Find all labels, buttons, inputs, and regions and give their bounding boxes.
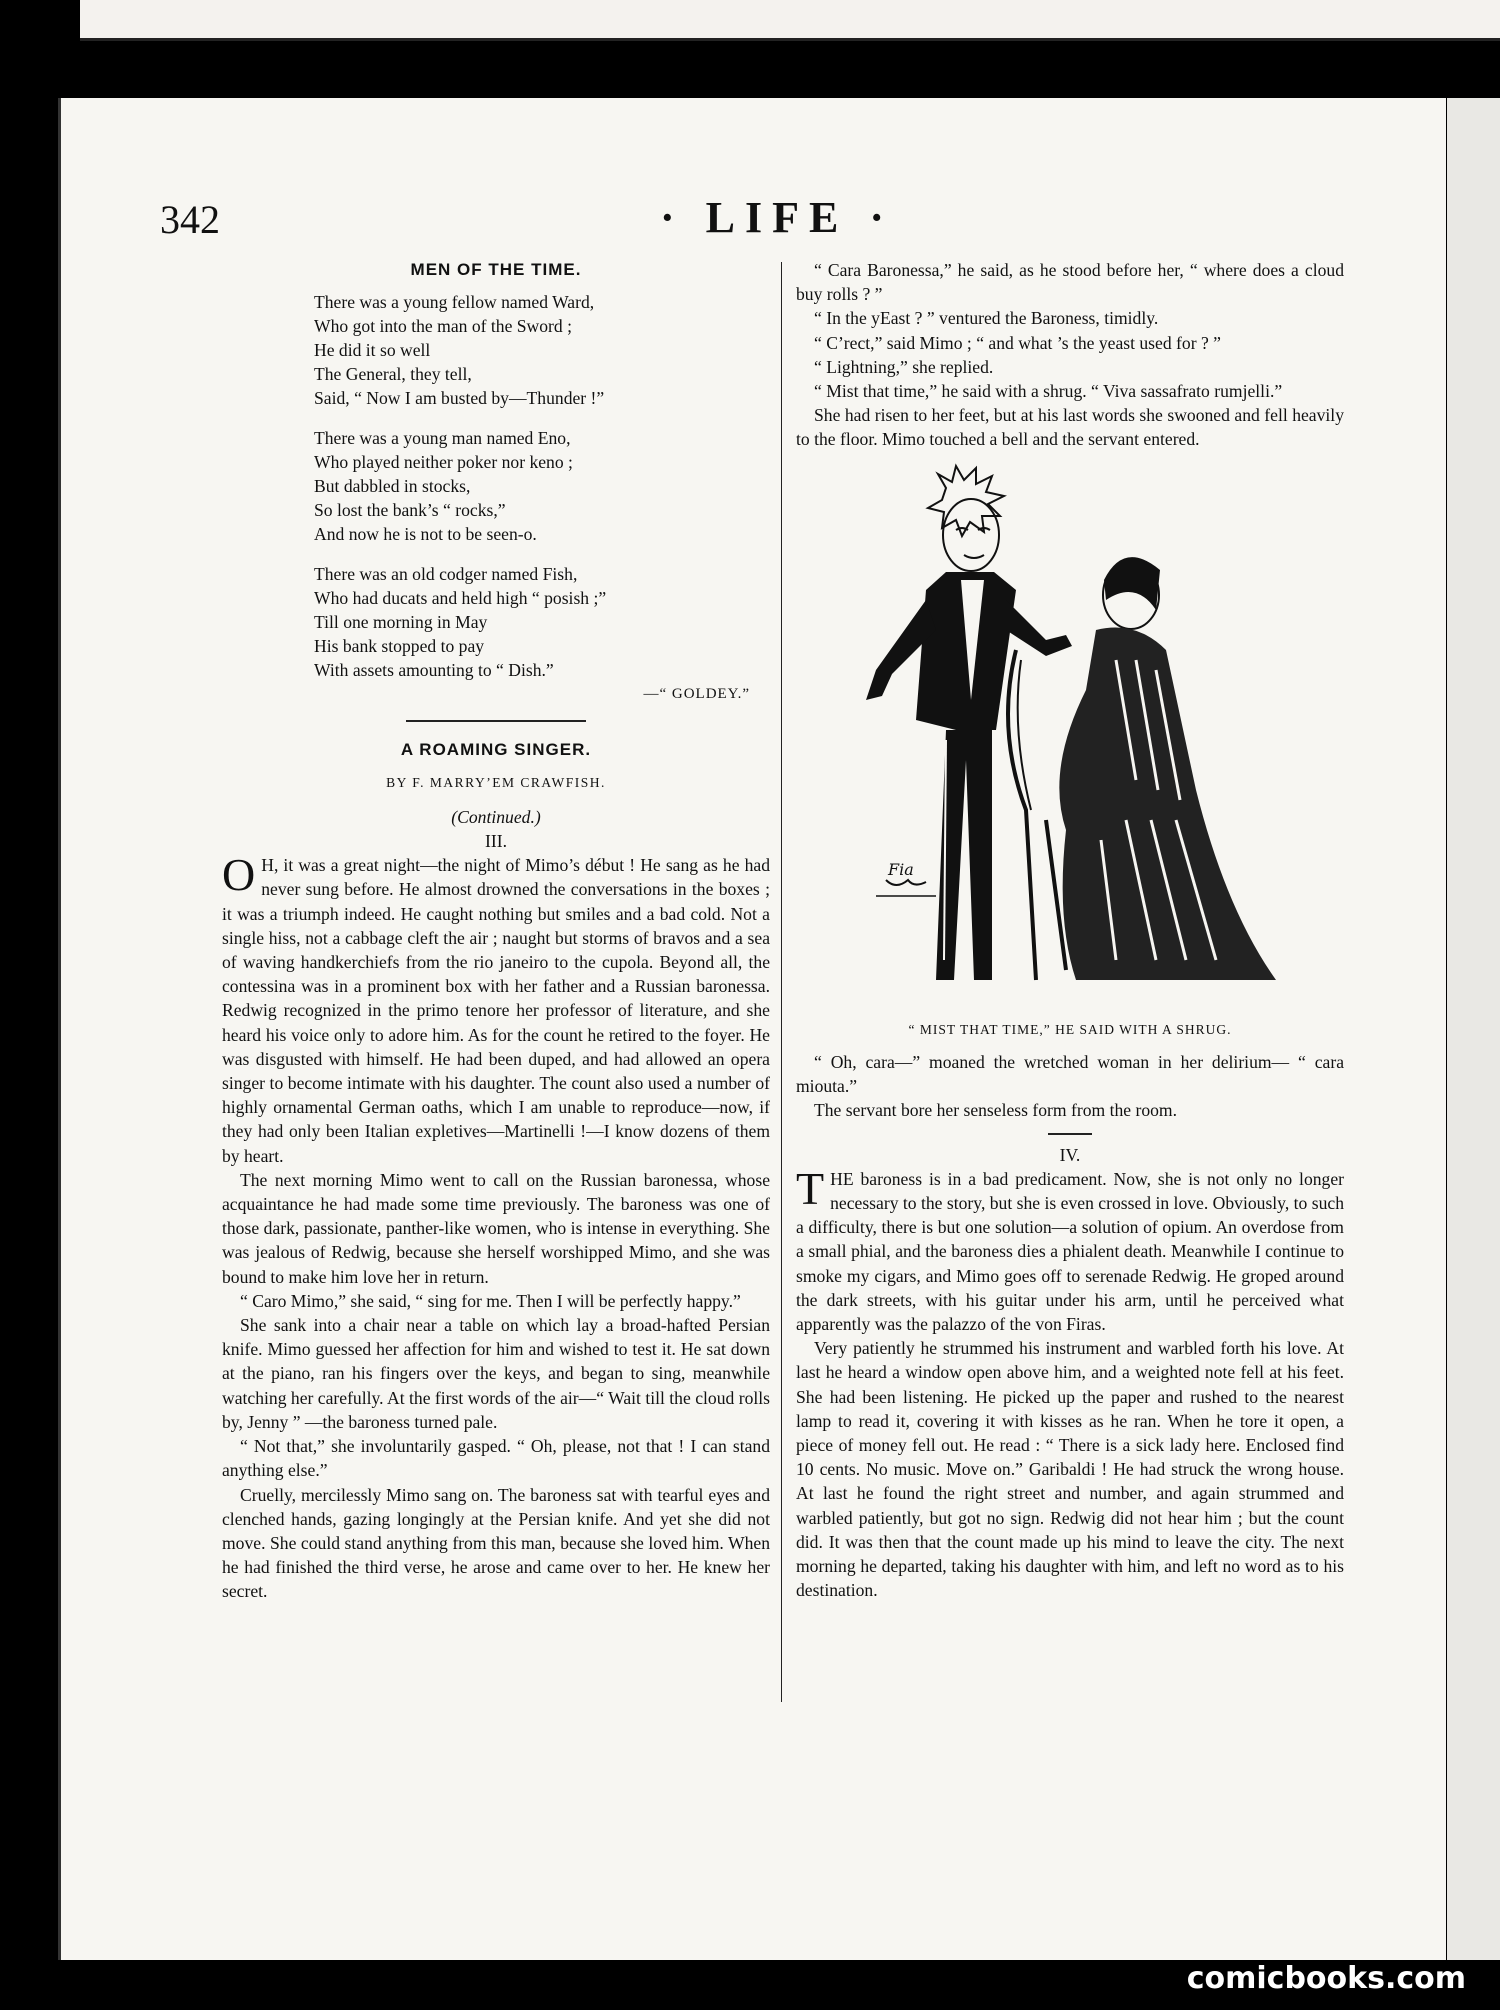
story-paragraph: “ Not that,” she involuntarily gasped. “ Oh, please, not that ! I can stand anything else.”: [222, 1436, 770, 1481]
next-page-edge: [1447, 98, 1500, 1960]
story-paragraph: “ Mist that time,” he said with a shrug. “ Viva sassafrato rumjelli.”: [814, 381, 1283, 402]
poem-line: But dabbled in stocks,: [314, 476, 471, 497]
story-paragraph: “ Caro Mimo,” she said, “ sing for me. Then I will be perfectly happy.”: [240, 1290, 741, 1311]
poem-stanza-1: [314, 290, 770, 410]
story-paragraph: “ Lightning,” she replied.: [814, 356, 994, 377]
poem-line: There was a young man named Eno,: [314, 428, 571, 449]
masthead-title: · LIFE ·: [660, 193, 895, 242]
poem-line: Who played neither poker nor keno ;: [314, 452, 573, 473]
story-paragraph: She sank into a chair near a table on which lay a broad-hafted Persian knife. Mimo guessed her affection for him and wished to test it. He sat down at the piano, ran his fingers over the keys, and began to sing, meanwhile watching her carefully. At the first words of the air—“ Wait till the cloud rolls by, Jenny ” —the baroness turned pale.: [222, 1315, 770, 1432]
site-watermark: comicbooks.com: [1186, 1961, 1466, 1996]
page-number: 342: [160, 197, 220, 242]
previous-page-edge: [80, 0, 1500, 41]
poem-stanza-2: [314, 426, 770, 546]
story-byline: BY F. MARRY’EM CRAWFISH.: [386, 774, 606, 790]
story-paragraph: Cruelly, mercilessly Mimo sang on. The baroness sat with tearful eyes and clenched hands, gazing longingly at the Persian knife. And yet she did not move. She could stand anything from this man, because she loved him. When he had finished the third verse, he arose and came over to her. He knew her secret.: [222, 1484, 770, 1602]
story-paragraph: Very patiently he strummed his instrument and warbled forth his love. At last he heard a window open above him, and a weighted note fell at his feet. She had been listening. He picked up the paper and rushed to the nearest lamp to read it, covering it with kisses as he ran. When he tore it open, a piece of money fell out. He read : “ There is a sick lady here. Enclosed find 10 cents. No music. Move on.” Garibaldi ! He had struck the wrong house. At last he found the right street and number, and again strummed and warbled patiently, but got no sign. Redwig did not hear him ; but the count did. It was then that the count made up his mind to leave the city. The next morning he departed, taking his daughter with him, and left no word as to his destination.: [796, 1338, 1344, 1601]
story-title: A ROAMING SINGER.: [400, 740, 592, 760]
continued-note: (Continued.): [451, 806, 541, 827]
poem-line: There was an old codger named Fish,: [314, 564, 578, 585]
poem-line: So lost the bank’s “ rocks,”: [314, 500, 506, 521]
poem-line: Who had ducats and held high “ posish ;”: [314, 588, 607, 609]
poem-line: Said, “ Now I am busted by—Thunder !”: [314, 388, 605, 409]
left-column: [222, 258, 770, 1604]
story-paragraph: “ In the yEast ? ” ventured the Baroness, timidly.: [814, 308, 1159, 329]
story-paragraph: [796, 1162, 1344, 1336]
story-paragraph: The servant bore her senseless form from the room.: [814, 1100, 1177, 1121]
story-paragraph: [222, 849, 770, 1168]
paragraph-text: H, it was a great night—the night of Mimo’s début ! He sang as he had never sung before. He almost drowned the conversations in the boxes ; it was a triumph indeed. He caught nothing but smiles and a bad cold. Not a single hiss, not a cabbage cleft the air ; naught but storms of bravos and a sea of waving handkerchiefs from the rio janeiro to the cupola. Beyond all, the contessina was in a prominent box with her father and a Russian baronessa. Redwig recognized in the primo tenore her professor of literature, and she heard his voice only to adore him. As for the count he retired to the foyer. He was disgusted with himself. He had been duped, and had allowed an opera singer to become intimate with his daughter. The count also used a number of highly ornamental German oaths, which I am unable to reproduce—now, if they had only been Italian expletives—Martinelli !—I know dozens of them by heart.: [222, 855, 770, 1166]
poem-line: With assets amounting to “ Dish.”: [314, 660, 554, 681]
poem-line: Who got into the man of the Sword ;: [314, 316, 573, 337]
story-paragraph: “ Cara Baronessa,” he said, as he stood before her, “ where does a cloud buy rolls ? ”: [796, 260, 1344, 305]
poem-line: His bank stopped to pay: [314, 636, 485, 657]
story-paragraph: “ Oh, cara—” moaned the wretched woman in her delirium— “ cara miouta.”: [796, 1052, 1344, 1097]
artist-signature: Fia: [888, 859, 914, 879]
section-rule: [1048, 1133, 1092, 1135]
poem-line: And now he is not to be seen-o.: [314, 524, 537, 545]
poem-signature: —“ GOLDEY.”: [643, 686, 750, 703]
illustration-caption: “ MIST THAT TIME,” HE SAID WITH A SHRUG.: [908, 1021, 1232, 1037]
story-paragraph: The next morning Mimo went to call on the Russian baronessa, whose acquaintance he had made some time previously. The baroness was one of those dark, passionate, panther-like women, who is intense in everything. She was jealous of Redwig, because she herself worshipped Mimo, and she was bound to make him love her in return.: [222, 1169, 770, 1287]
right-column: [796, 258, 1344, 1603]
drop-cap: O: [222, 849, 256, 901]
poem-stanza-3: [314, 562, 770, 682]
column-divider: [781, 262, 782, 1702]
section-rule: [406, 720, 586, 722]
poem-line: Till one morning in May: [314, 612, 488, 633]
paragraph-text: HE baroness is in a bad predicament. Now, she is not only no longer necessary to the story, but she is even crossed in love. Obviously, to such a difficulty, there is but one solution—a solution of opium. An overdose from a small phial, and the baroness dies a phialent death. Meanwhile I continue to smoke my cigars, and Mimo goes off to serenade Redwig. He groped around the dark streets, with his guitar under his arm, until he perceived what apparently was the palazzo of the von Firas.: [796, 1168, 1344, 1335]
story-paragraph: She had risen to her feet, but at his last words she swooned and fell heavily to the floor. Mimo touched a bell and the servant entered.: [796, 405, 1344, 450]
section-numeral-3: III.: [485, 831, 507, 852]
drop-cap: T: [796, 1162, 825, 1214]
poem-line: He did it so well: [314, 340, 431, 361]
poem-line: The General, they tell,: [314, 364, 472, 385]
poem-title: MEN OF THE TIME.: [410, 260, 582, 279]
poem-line: There was a young fellow named Ward,: [314, 292, 595, 313]
story-paragraph: “ C’rect,” said Mimo ; “ and what ’s the yeast used for ? ”: [814, 332, 1221, 353]
illustration-singer-and-baroness: [796, 460, 1344, 1000]
section-numeral-4: IV.: [1059, 1144, 1081, 1165]
